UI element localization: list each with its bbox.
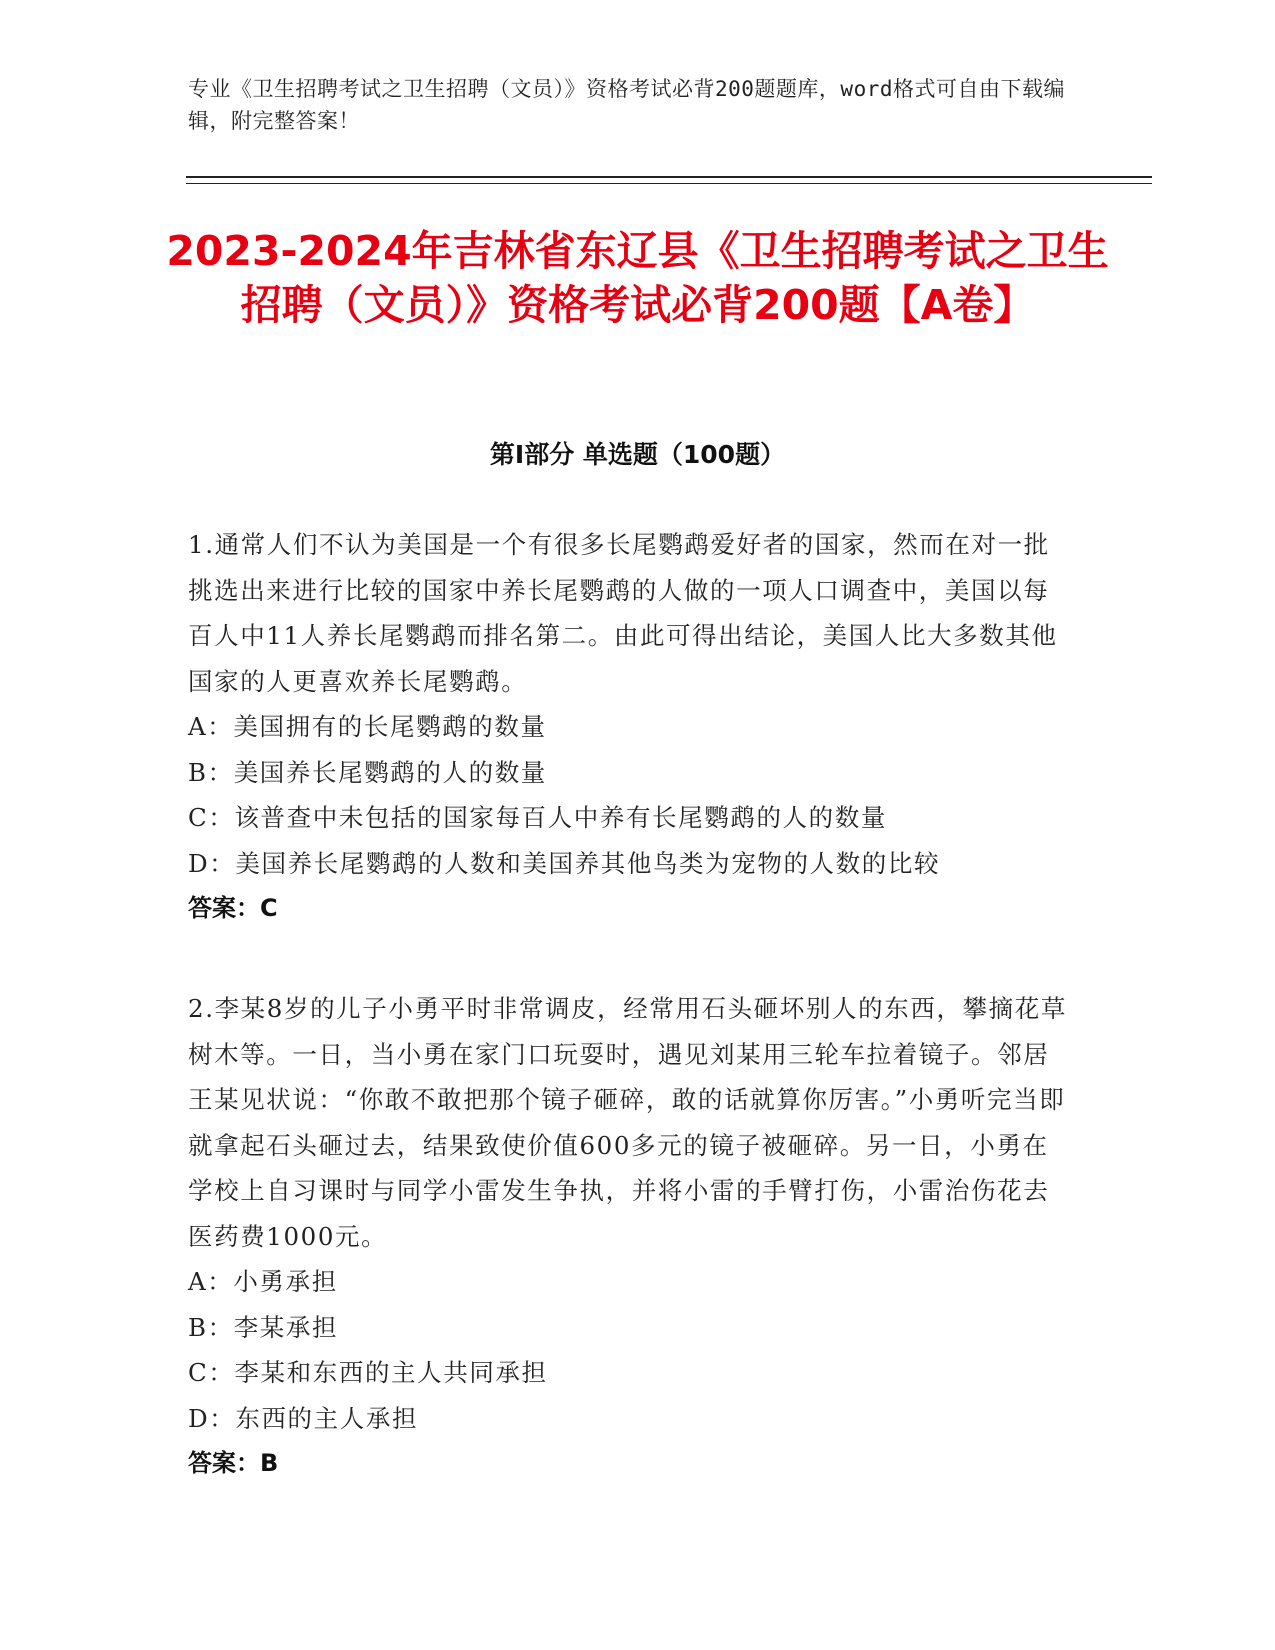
question-2-stem: 2.李某8岁的儿子小勇平时非常调皮，经常用石头砸坏别人的东西，攀摘花草树木等。一日，当小勇在家门口玩耍时，遇见刘某用三轮车拉着镜子。邻居王某见状说：“你敢不敢把那个镜子砸碎，敢的话就算你厉害。”小勇听完当即就拿起石头砸过去，结果致使价值600多元的镜子被砸碎。另一日，小勇在学校上自习课时与同学小雷发生争执，并将小雷的手臂打伤，小雷治伤花去医药费1000元。 bbox=[188, 994, 1067, 1251]
question-2-option-b: B：李某承担 bbox=[188, 1312, 339, 1342]
question-1-stem: 1.通常人们不认为美国是一个有很多长尾鹦鹉爱好者的国家，然而在对一批挑选出来进行比较的国家中养长尾鹦鹉的人做的一项人口调查中，美国以每百人中11人养长尾鹦鹉而排名第二。由此可得出结论，美国人比大多数其他国家的人更喜欢养长尾鹦鹉。 bbox=[188, 530, 1058, 696]
header-divider-thin bbox=[186, 183, 1152, 184]
question-2 bbox=[188, 986, 1068, 1487]
question-2-option-c: C：李某和东西的主人共同承担 bbox=[188, 1358, 548, 1387]
question-2-option-a: A：小勇承担 bbox=[188, 1267, 338, 1296]
question-1 bbox=[188, 522, 1068, 932]
document-title: 2023-2024年吉林省东辽县《卫生招聘考试之卫生招聘（文员）》资格考试必背200题【A卷】 bbox=[166, 227, 1109, 329]
question-1-answer: 答案：C bbox=[188, 894, 278, 922]
question-1-option-a: A：美国拥有的长尾鹦鹉的数量 bbox=[188, 712, 547, 741]
header-note: 专业《卫生招聘考试之卫生招聘（文员）》资格考试必背200题题库，word格式可自由下载编辑，附完整答案！ bbox=[188, 77, 1065, 133]
question-2-answer: 答案：B bbox=[188, 1449, 279, 1477]
header-divider-thick bbox=[186, 176, 1152, 178]
question-1-option-d: D：美国养长尾鹦鹉的人数和美国养其他鸟类为宠物的人数的比较 bbox=[188, 848, 941, 878]
section-heading: 第Ⅰ部分 单选题（100题） bbox=[489, 440, 786, 469]
question-2-option-d: D：东西的主人承担 bbox=[188, 1403, 419, 1433]
question-1-option-c: C：该普查中未包括的国家每百人中养有长尾鹦鹉的人的数量 bbox=[188, 803, 887, 832]
question-1-option-b: B：美国养长尾鹦鹉的人的数量 bbox=[188, 757, 547, 787]
